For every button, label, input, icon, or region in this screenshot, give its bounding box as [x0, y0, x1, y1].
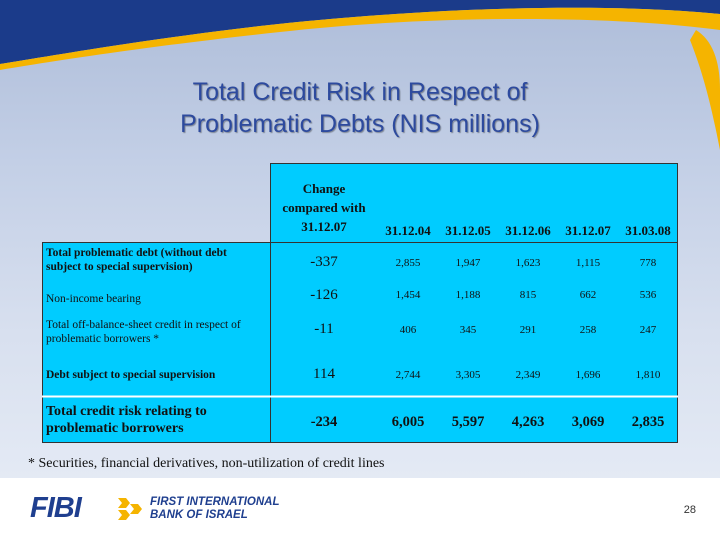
row-1-value-4: 1,115 — [575, 257, 601, 269]
row-3-label-line-2: problematic borrowers * — [46, 333, 160, 345]
row-4-value-2: 3,305 — [455, 369, 481, 381]
page-number: 28 — [683, 504, 696, 516]
row-3-value-1: 406 — [399, 324, 417, 336]
bank-name — [150, 496, 279, 522]
credit-risk-table — [42, 163, 678, 443]
title-line-1: Total Credit Risk in Respect of — [192, 78, 528, 106]
row-2-label-line-1: Non-income bearing — [46, 293, 141, 305]
total-value-4: 3,069 — [571, 414, 605, 430]
row-1-change: -337 — [310, 254, 338, 270]
row-4-value-5: 1,810 — [635, 369, 661, 381]
row-4-label-line-1: Debt subject to special supervision — [46, 369, 216, 381]
row-2-label — [46, 292, 270, 306]
row-2-change: -126 — [310, 287, 338, 303]
bank-name-line-1: FIRST INTERNATIONAL — [150, 496, 280, 508]
row-2-value-5: 536 — [639, 289, 657, 301]
row-1-label — [46, 246, 270, 274]
fibi-logo-mark-icon — [114, 494, 144, 524]
row-1-value-5: 778 — [639, 257, 657, 269]
change-header-line-1: Change — [302, 181, 346, 196]
slide-title — [60, 76, 660, 140]
total-value-2: 5,597 — [451, 414, 485, 430]
date-header-4: 31.12.07 — [565, 223, 611, 238]
total-row-label — [46, 403, 270, 437]
total-value-5: 2,835 — [631, 414, 665, 430]
change-header-line-2: compared with — [282, 200, 366, 215]
row-4-value-3: 2,349 — [515, 369, 541, 381]
row-1-value-2: 1,947 — [455, 257, 481, 269]
total-change: -234 — [310, 414, 338, 430]
row-1-value-1: 2,855 — [395, 257, 421, 269]
row-2-value-2: 1,188 — [455, 289, 481, 301]
row-1-value-3: 1,623 — [515, 257, 541, 269]
row-3-label — [46, 318, 270, 346]
date-header-3: 31.12.06 — [505, 223, 551, 238]
row-2-value-1: 1,454 — [395, 289, 421, 301]
row-4-value-4: 1,696 — [575, 369, 601, 381]
row-4-value-1: 2,744 — [395, 369, 421, 381]
row-3-value-2: 345 — [459, 324, 477, 336]
footnote: * Securities, financial derivatives, non-utilization of credit lines — [28, 456, 385, 471]
row-2-value-3: 815 — [519, 289, 537, 301]
title-line-2: Problematic Debts (NIS millions) — [180, 110, 540, 138]
row-2-value-4: 662 — [579, 289, 597, 301]
row-3-value-3: 291 — [519, 324, 537, 336]
row-4-change: 114 — [313, 366, 335, 382]
change-column-header — [270, 179, 378, 236]
row-3-label-line-1: Total off-balance-sheet credit in respect of — [46, 319, 241, 331]
date-header-1: 31.12.04 — [385, 223, 431, 238]
row-3-value-4: 258 — [579, 324, 597, 336]
bank-name-line-2: BANK OF ISRAEL — [150, 509, 248, 521]
total-label-line-2: problematic borrowers — [46, 421, 184, 436]
row-3-value-5: 247 — [639, 324, 657, 336]
total-value-3: 4,263 — [511, 414, 545, 430]
date-header-2: 31.12.05 — [445, 223, 491, 238]
total-label-line-1: Total credit risk relating to — [46, 404, 207, 419]
row-1-label-line-1: Total problematic debt (without debt — [46, 247, 227, 259]
change-header-line-3: 31.12.07 — [301, 219, 347, 234]
fibi-logo-word: FIBI — [30, 492, 81, 524]
total-value-1: 6,005 — [391, 414, 425, 430]
row-1-label-line-2: subject to special supervision) — [46, 261, 193, 273]
date-header-5: 31.03.08 — [625, 223, 671, 238]
row-3-change: -11 — [314, 321, 334, 337]
footer-bar — [0, 478, 720, 540]
row-4-label — [46, 368, 270, 382]
